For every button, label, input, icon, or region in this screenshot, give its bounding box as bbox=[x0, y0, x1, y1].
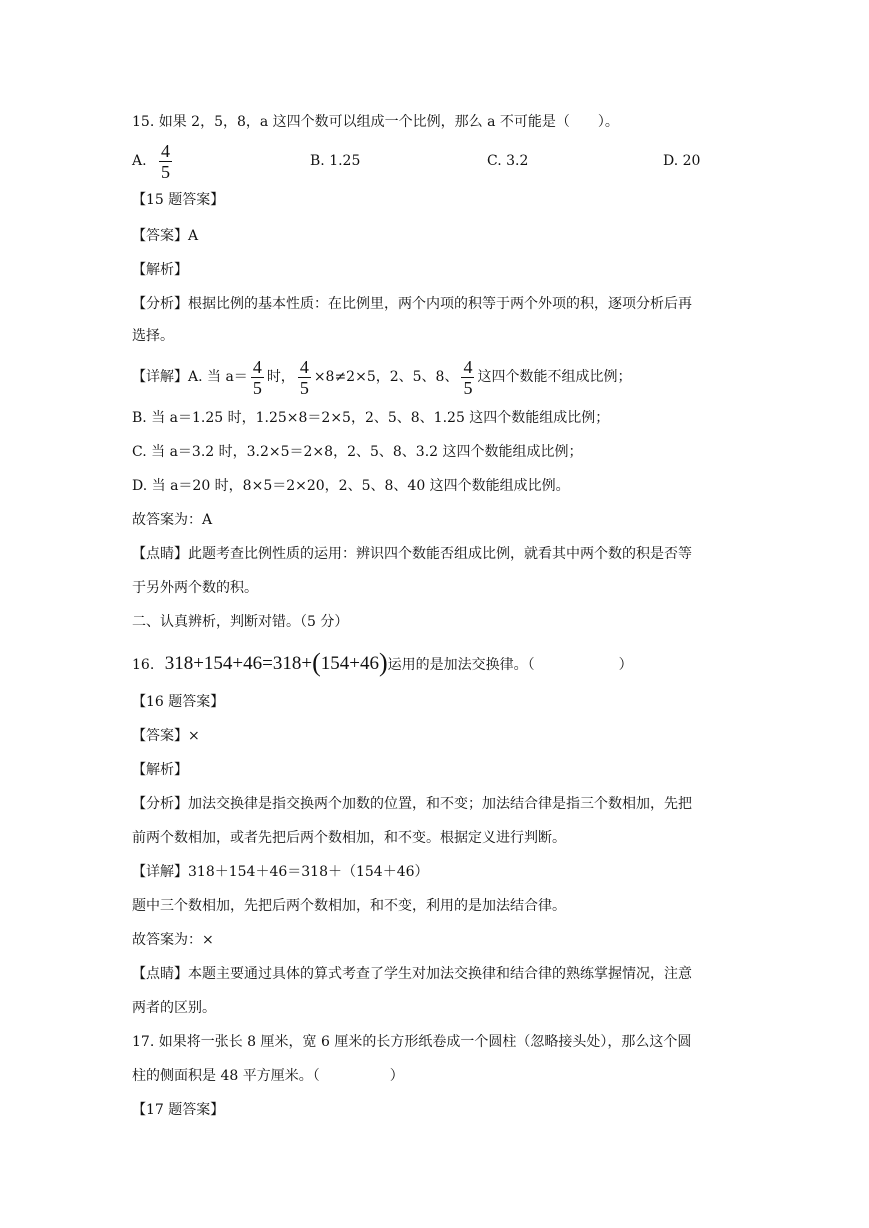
q16-expr-left: 318+154+46=318+ bbox=[164, 653, 313, 674]
q16-answer-header: 【16 题答案】 bbox=[132, 694, 225, 710]
q15-option-d: D. 20 bbox=[663, 153, 701, 169]
q16-detail-line1: 【详解】318＋154＋46＝318＋（154＋46） bbox=[132, 864, 429, 880]
detail-a-text-2: 时， bbox=[266, 369, 295, 385]
q16-paren-open: ( bbox=[312, 648, 321, 677]
q15-fenxi-line1: 【分析】根据比例的基本性质：在比例里，两个内项的积等于两个外项的积，逐项分析后再 bbox=[132, 296, 692, 312]
fraction-numerator: 4 bbox=[299, 356, 309, 377]
q16-dianjing-line1: 【点睛】本题主要通过具体的算式考查了学生对加法交换律和结合律的熟练掌握情况，注意 bbox=[132, 966, 692, 982]
q15-analysis-title: 【解析】 bbox=[132, 262, 188, 278]
fraction-denominator: 5 bbox=[161, 161, 171, 182]
q15-dianjing-line2: 于另外两个数的积。 bbox=[132, 580, 258, 596]
fraction-denominator: 5 bbox=[252, 377, 262, 398]
q15-conclusion: 故答案为：A bbox=[132, 512, 213, 528]
q16-conclusion: 故答案为：× bbox=[132, 932, 214, 948]
q16-answer: 【答案】× bbox=[132, 728, 200, 744]
fraction-denominator: 5 bbox=[463, 377, 473, 398]
q17-question-line2: 柱的侧面积是 48 平方厘米。（ ） bbox=[132, 1068, 404, 1084]
q15-option-a-fraction bbox=[159, 142, 172, 181]
detail-a-text-4: 这四个数能不组成比例； bbox=[477, 369, 632, 385]
fraction-denominator: 5 bbox=[299, 377, 309, 398]
q16-number: 16. bbox=[132, 657, 155, 673]
detail-a-fraction-1 bbox=[251, 358, 264, 397]
detail-a-text-3: ×8≠2×5，2、5、8、 bbox=[313, 369, 459, 385]
detail-a-text-1: 【详解】A. 当 a＝ bbox=[132, 369, 248, 385]
section-2-title: 二、认真辨析，判断对错。（5 分） bbox=[132, 614, 349, 630]
detail-a-fraction-2 bbox=[298, 358, 311, 397]
q15-dianjing-line1: 【点睛】此题考查比例性质的运用：辨识四个数能否组成比例，就看其中两个数的积是否等 bbox=[132, 546, 692, 562]
q16-detail-line2: 题中三个数相加，先把后两个数相加，和不变，利用的是加法结合律。 bbox=[132, 898, 566, 914]
q15-answer-header: 【15 题答案】 bbox=[132, 192, 225, 208]
q16-fenxi-line1: 【分析】加法交换律是指交换两个加数的位置，和不变；加法结合律是指三个数相加，先把 bbox=[132, 796, 692, 812]
q15-detail-b: B. 当 a＝1.25 时，1.25×8＝2×5，2、5、8、1.25 这四个数能组成比例； bbox=[132, 410, 610, 426]
q15-detail-d: D. 当 a＝20 时，8×5＝2×20，2、5、8、40 这四个数能组成比例。 bbox=[132, 478, 570, 494]
q15-option-c: C. 3.2 bbox=[487, 153, 529, 169]
q16-fenxi-line2: 前两个数相加，或者先把后两个数相加，和不变。根据定义进行判断。 bbox=[132, 830, 566, 846]
q15-question: 15. 如果 2，5，8，a 这四个数可以组成一个比例，那么 a 不可能是（ ）。 bbox=[132, 114, 619, 130]
q15-detail-c: C. 当 a＝3.2 时，3.2×5＝2×8，2、5、8、3.2 这四个数能组成比例； bbox=[132, 444, 583, 460]
q17-answer-header: 【17 题答案】 bbox=[132, 1102, 225, 1118]
q15-option-b: B. 1.25 bbox=[310, 153, 361, 169]
q16-dianjing-line2: 两者的区别。 bbox=[132, 1000, 216, 1016]
q15-detail-a bbox=[132, 354, 631, 400]
q15-option-a bbox=[132, 140, 175, 182]
q15-fenxi-line2: 选择。 bbox=[132, 328, 174, 344]
q16-expression bbox=[164, 648, 388, 677]
q16-analysis-title: 【解析】 bbox=[132, 762, 188, 778]
q15-option-a-label: A. bbox=[132, 153, 147, 169]
detail-a-fraction-3 bbox=[461, 358, 474, 397]
fraction-numerator: 4 bbox=[252, 356, 262, 377]
q17-question-line1: 17. 如果将一张长 8 厘米，宽 6 厘米的长方形纸卷成一个圆柱（忽略接头处），那么这个圆 bbox=[132, 1034, 692, 1050]
fraction-numerator: 4 bbox=[463, 356, 473, 377]
fraction-numerator: 4 bbox=[161, 140, 171, 161]
q16-question-tail: 运用的是加法交换律。（ ） bbox=[387, 657, 633, 673]
q15-answer: 【答案】A bbox=[132, 228, 199, 244]
q16-expr-inner: 154+46 bbox=[320, 653, 379, 674]
q16-paren-close: ) bbox=[378, 648, 388, 677]
q16-question bbox=[132, 644, 633, 678]
